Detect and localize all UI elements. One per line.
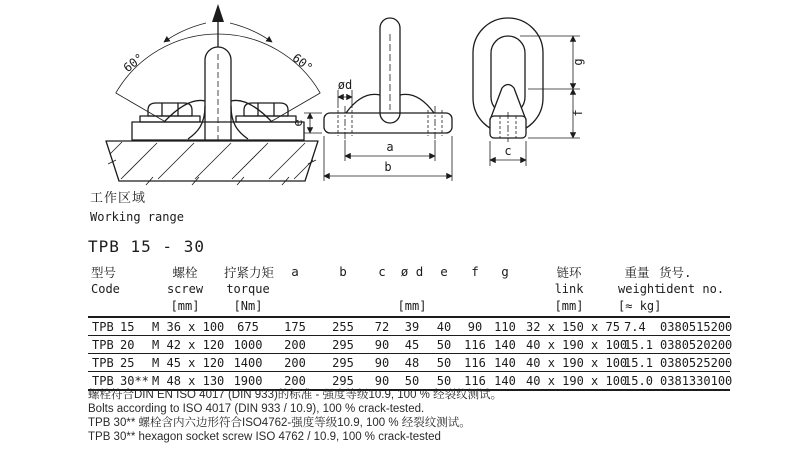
cell-ident: 0380520200 xyxy=(656,336,730,354)
dim-label-od: ød xyxy=(337,78,353,92)
footnote-line: Bolts according to ISO 4017 (DIN 933 / 10.9), 100 % crack-tested. xyxy=(88,402,425,415)
cell-e: 50 xyxy=(428,372,460,391)
cell-weight: 15.0 xyxy=(618,372,656,391)
cell-link: 32 x 150 x 75 xyxy=(520,317,618,336)
header-dim-c: c xyxy=(378,264,386,279)
table-row xyxy=(88,336,730,354)
header-dim-g: g xyxy=(501,264,509,279)
header-torque-zh: 拧紧力矩 xyxy=(224,264,275,280)
header-code-en: Code xyxy=(91,282,120,296)
cell-b: 295 xyxy=(318,354,368,372)
cell-code: TPB xyxy=(88,336,120,354)
cell-weight: 15.1 xyxy=(618,354,656,372)
cell-torque: 1000 xyxy=(224,336,272,354)
cell-b: 295 xyxy=(318,372,368,391)
cell-torque: 1400 xyxy=(224,354,272,372)
dim-label-b: b xyxy=(384,160,392,174)
link-drawing xyxy=(473,18,585,166)
header-link-unit: [mm] xyxy=(520,297,618,317)
cell-code: TPB xyxy=(88,317,120,336)
cell-size: 20 xyxy=(120,336,146,354)
footnote-line: 螺栓符合DIN EN ISO 4017 (DIN 933)的标准 - 强度等级10.9, 100 % 经裂纹测试。 xyxy=(88,389,503,401)
cell-e: 50 xyxy=(428,336,460,354)
cell-c: 72 xyxy=(368,317,396,336)
cell-od: 45 xyxy=(396,336,428,354)
cell-a: 175 xyxy=(272,317,318,336)
cell-g: 110 xyxy=(490,317,520,336)
table-row xyxy=(88,372,730,391)
cell-f: 116 xyxy=(460,354,490,372)
cell-link: 40 x 190 x 100 xyxy=(520,372,618,391)
working-range-label-zh: 工作区域 xyxy=(90,191,147,206)
cell-link: 40 x 190 x 100 xyxy=(520,336,618,354)
footnote-line: TPB 30** 螺栓含内六边形符合ISO4762-强度等级10.9, 100 % 经裂纹测试。 xyxy=(88,416,471,429)
header-ident-en: ident no. xyxy=(659,282,725,296)
page-title: TPB 15 - 30 xyxy=(88,237,205,256)
cell-code: TPB xyxy=(88,372,120,391)
cell-g: 140 xyxy=(490,354,520,372)
header-dim-f: f xyxy=(471,264,479,279)
footnote-line: TPB 30** hexagon socket screw ISO 4762 / 10.9, 100 % crack-tested xyxy=(88,430,441,443)
cell-weight: 15.1 xyxy=(618,336,656,354)
hatched-base xyxy=(106,141,318,185)
cell-code: TPB xyxy=(88,354,120,372)
caption-working-range xyxy=(90,187,184,224)
cell-torque: 675 xyxy=(224,317,272,336)
header-torque-en: torque xyxy=(226,282,270,296)
header-link-en: link xyxy=(554,282,584,296)
cell-b: 255 xyxy=(318,317,368,336)
spec-table xyxy=(88,262,733,391)
working-range-label-en: Working range xyxy=(90,210,184,224)
cell-a: 200 xyxy=(272,336,318,354)
header-screw-zh: 螺栓 xyxy=(172,264,198,280)
cell-g: 140 xyxy=(490,336,520,354)
header-screw-unit: [mm] xyxy=(146,297,224,317)
table-row xyxy=(88,317,730,336)
header-code-zh: 型号 xyxy=(91,264,117,280)
cell-f: 116 xyxy=(460,372,490,391)
header-row-units xyxy=(88,297,730,317)
dim-label-c: c xyxy=(504,144,512,158)
cell-g: 140 xyxy=(490,372,520,391)
dim-label-a: a xyxy=(386,140,394,154)
cell-od: 39 xyxy=(396,317,428,336)
cell-weight: 7.4 xyxy=(618,317,656,336)
header-dim-b: b xyxy=(339,264,347,279)
angle-label-right: 60° xyxy=(289,50,316,76)
angle-label-left: 60° xyxy=(120,50,147,76)
cell-ident: 0380515200 xyxy=(656,317,730,336)
cell-f: 90 xyxy=(460,317,490,336)
cell-od: 48 xyxy=(396,354,428,372)
cell-screw: M 42 x 120 xyxy=(146,336,224,354)
cell-link: 40 x 190 x 100 xyxy=(520,354,618,372)
technical-drawings xyxy=(0,0,793,192)
footnotes xyxy=(88,389,768,445)
header-dims-unit: [mm] xyxy=(396,297,428,317)
header-dim-a: a xyxy=(291,264,299,279)
header-weight-zh: 重量 xyxy=(624,264,650,280)
header-screw-en: screw xyxy=(166,282,204,296)
cell-size: 15 xyxy=(120,317,146,336)
cell-c: 90 xyxy=(368,372,396,391)
up-arrow-icon xyxy=(212,4,224,22)
cell-c: 90 xyxy=(368,336,396,354)
cell-size: 30** xyxy=(120,372,146,391)
header-dim-e: e xyxy=(440,264,448,279)
working-range-drawing xyxy=(106,4,320,185)
dim-label-g: g xyxy=(571,58,585,66)
header-weight-en: weight xyxy=(618,282,662,296)
cell-b: 295 xyxy=(318,336,368,354)
cell-a: 200 xyxy=(272,372,318,391)
header-row-zh xyxy=(88,262,730,281)
dim-label-f: f xyxy=(571,109,585,117)
cell-screw: M 36 x 100 xyxy=(146,317,224,336)
cell-e: 50 xyxy=(428,354,460,372)
cell-c: 90 xyxy=(368,354,396,372)
cell-ident: 0381330100 xyxy=(656,372,730,391)
cell-od: 50 xyxy=(396,372,428,391)
header-dim-od: ø d xyxy=(400,264,424,279)
cell-size: 25 xyxy=(120,354,146,372)
header-torque-unit: [Nm] xyxy=(224,297,272,317)
header-row-en xyxy=(88,281,730,297)
cell-screw: M 45 x 120 xyxy=(146,354,224,372)
header-link-zh: 链环 xyxy=(556,264,582,280)
cell-torque: 1900 xyxy=(224,372,272,391)
cell-a: 200 xyxy=(272,354,318,372)
cell-screw: M 48 x 130 xyxy=(146,372,224,391)
table-row xyxy=(88,354,730,372)
table-header xyxy=(88,262,730,317)
dim-label-e: e xyxy=(291,119,305,127)
side-view-drawing xyxy=(291,18,452,181)
cell-e: 40 xyxy=(428,317,460,336)
cell-ident: 0380525200 xyxy=(656,354,730,372)
header-ident-zh: 货号. xyxy=(659,264,692,280)
header-weight-unit: [≈ kg] xyxy=(618,297,656,317)
table-body xyxy=(88,317,733,390)
cell-f: 116 xyxy=(460,336,490,354)
